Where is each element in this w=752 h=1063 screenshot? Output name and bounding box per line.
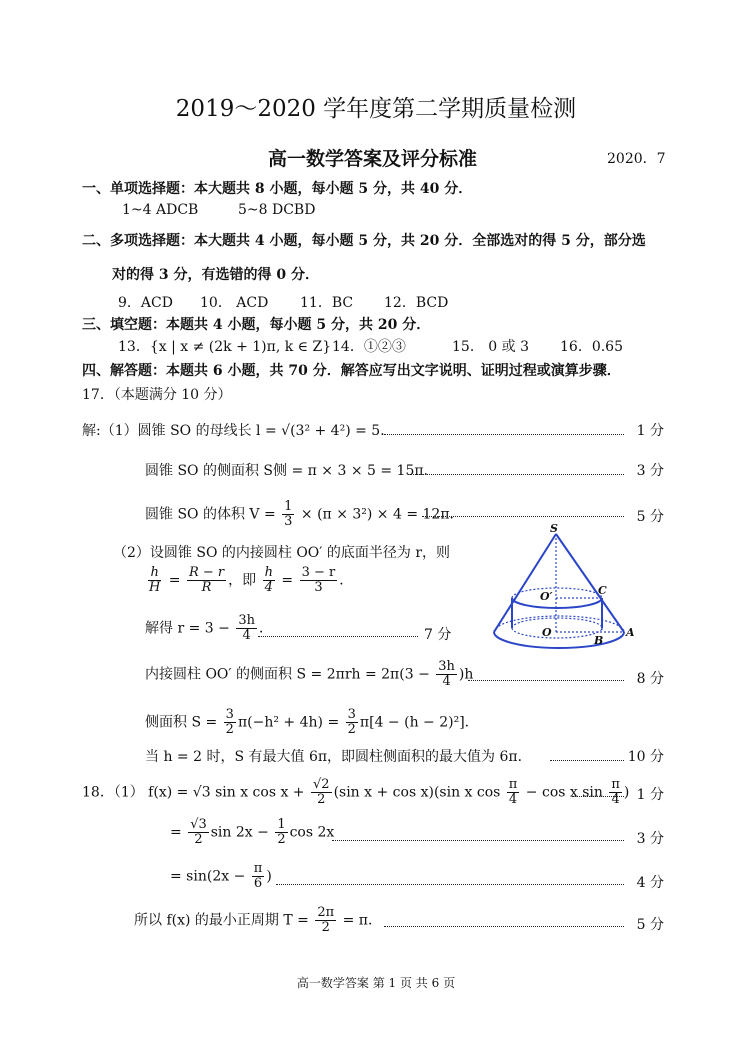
q17-line8 (145, 708, 479, 737)
numerator: π (611, 777, 620, 792)
q17-line3-text: 圆锥 SO 的体积 V = (145, 506, 281, 523)
q18-line2-text-b: sin 2x − (210, 824, 274, 841)
q18-line2-text: = (170, 824, 187, 841)
q17-line6: 解得 r = 3 − $\frac{3h}{4}$ ． (145, 613, 273, 643)
q17-line9: 当 h = 2 时，S 有最大值 6π，即圆柱侧面积的最大值为 6π． (145, 749, 532, 765)
denominator: 3 (284, 514, 293, 529)
denominator: 4 (264, 580, 273, 595)
numerator: π (508, 777, 518, 792)
fraction (147, 566, 162, 595)
denominator: 4 (242, 628, 251, 643)
dotted-leader (276, 884, 624, 885)
section1-heading: 一、单项选择题：本大题共 8 小题，每小题 5 分，共 40 分． (82, 181, 473, 197)
numerator: √2 (313, 777, 330, 792)
score: 3 分 (636, 463, 664, 479)
fraction (275, 818, 287, 847)
cylinder-top-front (512, 598, 602, 608)
numerator: √3 (190, 817, 207, 832)
section3-heading: 三、填空题：本题共 4 小题，每小题 5 分，共 20 分． (82, 317, 431, 333)
q17-line6-text: 解得 r = 3 − (145, 620, 235, 637)
denominator: 3 (314, 580, 323, 595)
fraction (311, 778, 332, 807)
label-B: B (594, 634, 604, 647)
dotted-leader (332, 840, 624, 841)
q17-line8-text-c: π[4 − (h − 2)²]． (359, 714, 479, 731)
section2-heading-line2: 对的得 3 分，有选错的得 0 分． (112, 267, 319, 283)
q18-line1 (82, 778, 629, 807)
answer-15: 15． 0 或 3 (452, 339, 529, 355)
label-O: O (542, 626, 552, 639)
denominator: 2 (321, 920, 330, 935)
fraction (263, 566, 275, 595)
section1-answers-1: 1~4 ADCB (122, 202, 199, 218)
denominator: 2 (347, 722, 356, 737)
page-title: 2019～2020 学年度第二学期质量检测 (175, 96, 577, 122)
fraction (224, 708, 236, 737)
score: 1 分 (636, 787, 664, 803)
numerator: 3h (238, 613, 255, 628)
page-footer: 高一数学答案 第 1 页 共 6 页 (296, 976, 456, 990)
fraction (315, 906, 336, 935)
denominator: 2 (194, 832, 203, 847)
q17-line8-text: 侧面积 S = (145, 714, 222, 731)
dotted-leader (572, 796, 624, 797)
q17-line3 (145, 500, 464, 529)
dotted-leader (384, 434, 624, 435)
label-C: C (598, 584, 607, 597)
cone-left-edge (494, 534, 556, 632)
score: 3 分 (636, 831, 664, 847)
numerator: 3 (347, 707, 356, 722)
cone-figure (486, 522, 646, 652)
label-S: S (550, 522, 558, 535)
q17-line7-text-b: )h (458, 666, 474, 683)
fraction (187, 566, 226, 595)
score: 1 分 (636, 423, 664, 439)
q17-heading: 17．（本题满分 10 分） (82, 387, 232, 403)
q17-line5: $\frac{h}{H}$ = $\frac{R - r}{R}$ ，即 $\frac{h}{4}$ = $\frac{3 - r}{3}$ ． (149, 565, 354, 595)
fraction (346, 708, 358, 737)
dotted-leader (410, 474, 624, 475)
fraction (609, 778, 622, 807)
q18-line3-text-b: ) (266, 868, 272, 885)
q18-line1-text-b: (sin x + cos x)(sin x cos (333, 784, 505, 801)
answer-10: 10． ACD (200, 295, 269, 311)
cylinder-bottom-back (512, 618, 602, 628)
q18-line3 (170, 862, 272, 891)
numerator: h (264, 565, 273, 580)
score: 8 分 (636, 671, 664, 687)
q18-line1-text-c: − cos x sin (521, 784, 608, 801)
answer-13: 13．{x | x ≠ (2k + 1)π, k ∈ Z} (118, 339, 332, 355)
fraction (436, 660, 457, 689)
cylinder-bottom (512, 628, 602, 638)
q18-line2 (170, 818, 334, 847)
fraction (282, 500, 294, 529)
q18-line1-text: 18．（1） f(x) = √3 sin x cos x + (82, 784, 309, 801)
q17-line1: 解:（1）圆锥 SO 的母线长 l = √(3² + 4²) = 5． (82, 423, 395, 439)
numerator: π (253, 861, 263, 876)
denominator: H (149, 580, 161, 595)
denominator: 6 (253, 876, 263, 891)
cylinder-top-back (512, 588, 602, 598)
score: 7 分 (424, 627, 452, 643)
cone-base-front (494, 632, 624, 648)
q18-line2-text-c: cos 2x (289, 824, 335, 841)
q18-line1-text-d: ) (623, 784, 630, 801)
answer-11: 11．BC (300, 295, 354, 311)
fraction (300, 566, 338, 595)
fraction (252, 862, 265, 891)
denominator: R (201, 580, 212, 595)
score: 5 分 (636, 509, 664, 525)
section2-heading-line1: 二、多项选择题：本大题共 4 小题，每小题 5 分，共 20 分．全部选对的得 5 分，部分选 (82, 233, 646, 249)
numerator: 3 − r (301, 565, 336, 580)
section4-heading: 四、解答题：本题共 6 小题，共 70 分．解答应写出文字说明、证明过程或演算步骤． (82, 363, 621, 379)
denominator: 2 (317, 792, 326, 807)
label-A: A (626, 626, 635, 639)
dotted-leader (468, 680, 624, 681)
numerator: 3h (438, 659, 455, 674)
dotted-leader (258, 636, 418, 637)
answer-12: 12．BCD (384, 295, 449, 311)
dotted-leader (422, 516, 624, 517)
numerator: R − r (188, 565, 225, 580)
date: 2020．7 (607, 151, 666, 167)
numerator: h (150, 565, 159, 580)
denominator: 4 (611, 792, 620, 807)
page-subtitle: 高一数学答案及评分标准 (268, 148, 478, 170)
numerator: 1 (277, 817, 286, 832)
numerator: 3 (225, 707, 234, 722)
answer-14: 14．①②③ (332, 339, 406, 355)
section1-answers-2: 5~8 DCBD (238, 202, 316, 218)
answer-9: 9．ACD (118, 295, 173, 311)
q18-line4 (134, 906, 382, 935)
q17-line3-text-b: × (π × 3²) × 4 = 12π． (296, 506, 464, 523)
q18-line4-text: 所以 f(x) 的最小正周期 T = (134, 912, 314, 929)
q18-line3-text: = sin(2x − (170, 868, 250, 885)
denominator: 2 (225, 722, 234, 737)
q17-line7-text: 内接圆柱 OO′ 的侧面积 S = 2πrh = 2π(3 − (145, 666, 435, 683)
fraction (507, 778, 520, 807)
dotted-leader (550, 760, 624, 761)
score: 5 分 (636, 917, 664, 933)
q17-line2: 圆锥 SO 的侧面积 S侧 = π × 3 × 5 = 15π． (145, 463, 438, 479)
cone-right-edge (556, 534, 624, 632)
denominator: 4 (442, 674, 451, 689)
q18-line4-text-b: = π． (338, 912, 382, 929)
q17-line8-text-b: π(−h² + 4h) = (237, 714, 344, 731)
denominator: 2 (277, 832, 286, 847)
denominator: 4 (508, 792, 518, 807)
numerator: 1 (284, 499, 293, 514)
score: 4 分 (636, 875, 664, 891)
fraction (236, 614, 257, 643)
label-O-prime: O′ (540, 590, 553, 603)
dotted-leader (384, 926, 624, 927)
q17-line4: （2）设圆锥 SO 的内接圆柱 OO′ 的底面半径为 r，则 (113, 545, 451, 561)
q17-line7 (145, 660, 473, 689)
separator: ，即 (228, 572, 257, 589)
score: 10 分 (627, 749, 664, 765)
answer-16: 16．0.65 (560, 339, 623, 355)
fraction (188, 818, 209, 847)
numerator: 2π (317, 905, 335, 920)
